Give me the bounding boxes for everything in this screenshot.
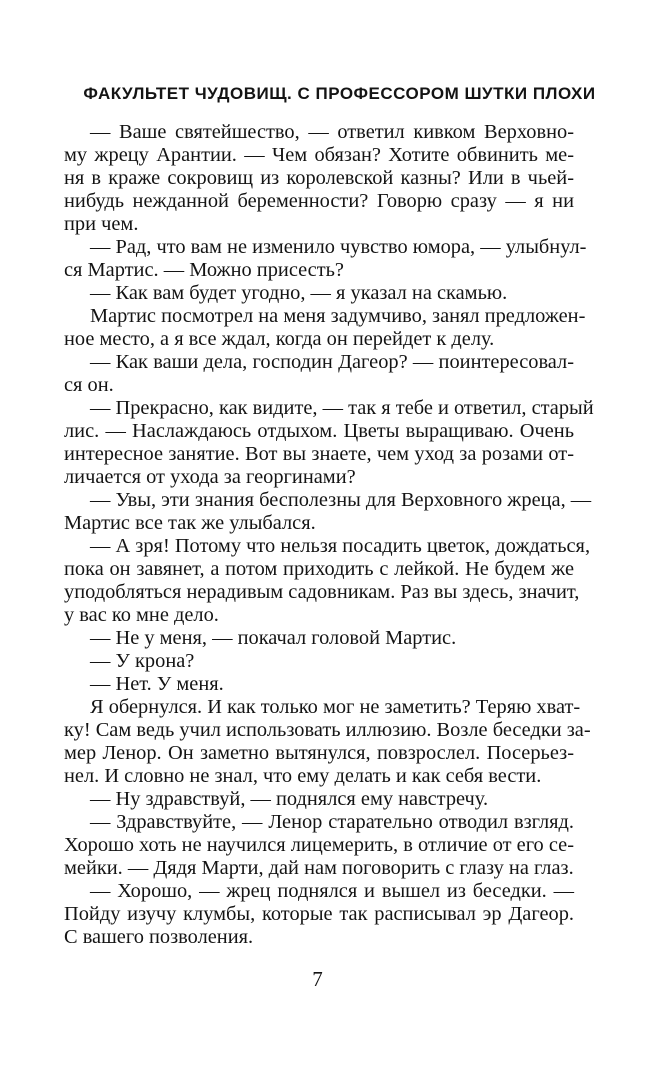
text-line: интересное занятие. Вот вы знаете, чем уход за розами от- [64,443,574,465]
text-line: — У крона? [90,650,195,672]
text-line: пока он завянет, а потом приходить с лейкой. Не будем же [64,558,574,580]
text-line: при чем. [64,213,139,235]
text-line: нел. И словно не знал, что ему делать и как себя вести. [64,765,542,787]
text-line: ня в краже сокровищ из королевской казны? Или в чьей- [64,167,574,189]
running-title: ФАКУЛЬТЕТ ЧУДОВИЩ. С ПРОФЕССОРОМ ШУТКИ ПЛОХИ [83,84,596,103]
text-line: — Увы, эти знания бесполезны для Верховного жреца, — [90,489,592,511]
text-line: — Хорошо, — жрец поднялся и вышел из беседки. — [90,880,574,902]
text-line: у вас ко мне дело. [64,604,219,626]
text-line: ное место, а я все ждал, когда он перейдет к делу. [64,328,495,350]
text-line: — Рад, что вам не изменило чувство юмора, — улыбнул- [90,236,587,258]
text-line: Хорошо хоть не научился лицемерить, в отличие от его се- [64,834,574,856]
text-line: уподобляться нерадивым садовникам. Раз вы здесь, значит, [64,581,580,603]
text-line: ся он. [64,374,114,396]
text-line: С вашего позволения. [64,926,254,948]
text-line: — Как ваши дела, господин Дагеор? — поинтересовал- [90,351,574,373]
text-line: Мартис посмотрел на меня задумчиво, занял предложен- [90,305,586,327]
text-line: Я обернулся. И как только мог не заметить? Теряю хват- [90,696,581,718]
text-line: Пойду изучу клумбы, которые так расписывал эр Дагеор. [64,903,574,925]
text-line: — Ваше святейшество, — ответил кивком Верховно- [90,121,574,143]
text-line: личается от ухода за георгинами? [64,466,356,488]
text-line: Мартис все так же улыбался. [64,512,316,534]
text-line: — Ну здравствуй, — поднялся ему навстречу. [90,788,489,810]
text-line: нибудь нежданной беременности? Говорю сразу — я ни [64,190,574,212]
text-line: мейки. — Дядя Марти, дай нам поговорить с глазу на глаз. [64,857,574,879]
text-line: — Как вам будет угодно, — я указал на скамью. [90,282,508,304]
text-line: мер Ленор. Он заметно вытянулся, повзрослел. Посерьез- [64,742,574,764]
text-line: — Не у меня, — покачал головой Мартис. [90,627,457,649]
text-line: — Здравствуйте, — Ленор старательно отводил взгляд. [90,811,574,833]
text-line: ку! Сам ведь учил использовать иллюзию. Возле беседки за- [64,719,591,741]
page-number: 7 [312,967,323,991]
text-line: лис. — Наслаждаюсь отдыхом. Цветы выращиваю. Очень [64,420,574,442]
text-line: ся Мартис. — Можно присесть? [64,259,344,281]
text-line: — Нет. У меня. [90,673,224,695]
text-line: му жрецу Арантии. — Чем обязан? Хотите обвинить ме- [64,144,574,166]
body-text [64,121,594,949]
text-line: — А зря! Потому что нельзя посадить цветок, дождаться, [90,535,591,557]
text-line: — Прекрасно, как видите, — так я тебе и ответил, старый [90,397,594,419]
